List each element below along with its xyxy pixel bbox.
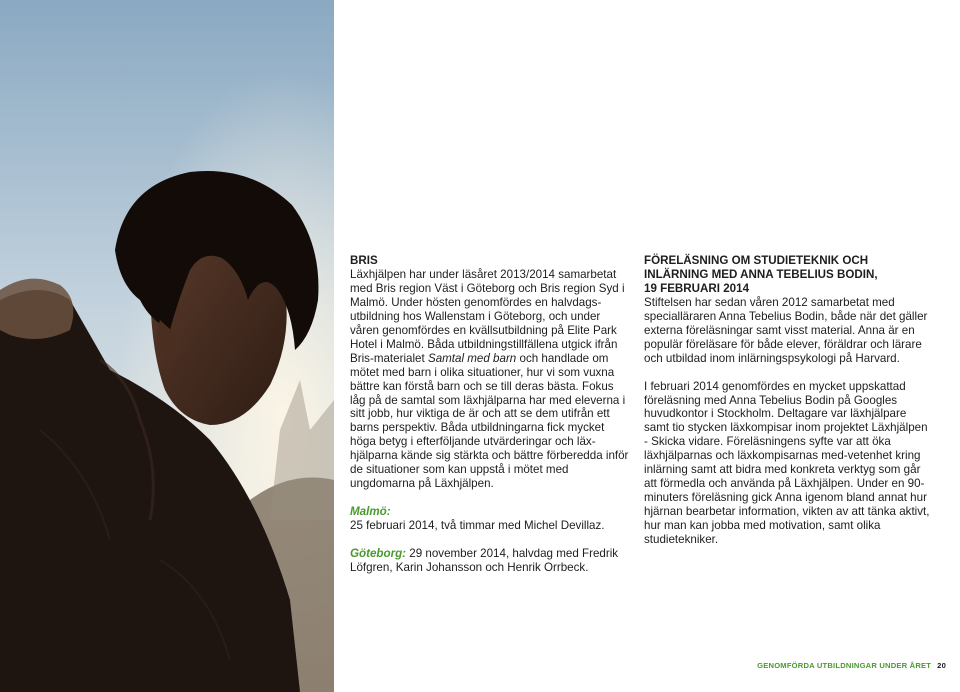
bris-paragraph-tail: och handlade om mötet med barn i olika situationer, hur vi som vuxna bättre kan förstå barn och se till deras bästa. Fokus låg på de samtal som läxhjälparna har med eleverna i sitt jobb, hur viktiga de är och att se dem utifrån ett barns perspektiv. Båda utbildningarna fick mycket höga betyg i efterföljande utvärderingar och läx-hjälparna kände sig stärkta och bättre förberedda inför de situationer som kan uppstå i mötet med ungdomarna på Läxhjälpen.: [350, 351, 629, 491]
goteborg-label: Göteborg:: [350, 546, 407, 560]
page-number: 20: [937, 661, 946, 670]
bris-material-title: Samtal med barn: [427, 351, 517, 365]
bris-paragraph: [350, 268, 630, 491]
lecture-column: [644, 254, 934, 547]
malmo-text: 25 februari 2014, två timmar med Michel Devillaz.: [350, 519, 605, 533]
student-photo: [0, 0, 334, 692]
malmo-label: Malmö:: [350, 505, 391, 519]
goteborg-text: 29 november 2014, halvdag med Fredrik Löfgren, Karin Johansson och Henrik Orrbeck.: [350, 546, 619, 574]
bris-paragraph-text: Läxhjälpen har under läsåret 2013/2014 samarbetat med Bris region Väst i Göteborg och Bris region Syd i Malmö. Under hösten genomfördes en halvdags-utbildning hos Wallenstam i Göteborg, och under våren genomfördes en kvällsutbildning på Elite Park Hotel i Malmö. Båda utbildningstillfällena utgick ifrån Bris-materialet: [350, 267, 625, 365]
goteborg-paragraph: [350, 547, 630, 575]
lecture-heading: FÖRELÄSNING OM STUDIETEKNIK OCH INLÄRNING MED ANNA TEBELIUS BODIN,: [644, 254, 878, 281]
footer-section-title: GENOMFÖRDA UTBILDNINGAR UNDER ÅRET: [757, 661, 932, 670]
bris-column: [350, 254, 630, 575]
page-footer: [757, 661, 946, 670]
lecture-date: 19 FEBRUARI 2014: [644, 281, 750, 295]
lecture-paragraph-1: Stiftelsen har sedan våren 2012 samarbetat med specialläraren Anna Tebelius Bodin, både när det gäller externa föreläsningar samt visst material. Anna är en populär föreläsare för både elever, föräldrar och lärare och utbildad inom inlärningspsykologi på Harvard.: [644, 295, 928, 365]
bris-heading: BRIS: [350, 254, 378, 267]
lecture-paragraph-2: I februari 2014 genomfördes en mycket uppskattad föreläsning med Anna Tebelius Bodin på Googles huvudkontor i Stockholm. Deltagare var läxhjälpare samt tio stycken läxkompisar inom projektet Läxhjälpen - Skicka vidare. Föreläsningens syfte var att öka läxhjälparnas och läxkompisarnas med-vetenhet kring inlärning samt att bidra med konkreta verktyg som går att förmedla och använda på Läxhjälpen. Under en 90-minuters föreläsning gick Anna igenom bland annat hur hjärnan bearbetar information, vikten av att tänka aktivt, hur man kan jobba med motivation, samt olika studietekniker.: [644, 379, 930, 547]
